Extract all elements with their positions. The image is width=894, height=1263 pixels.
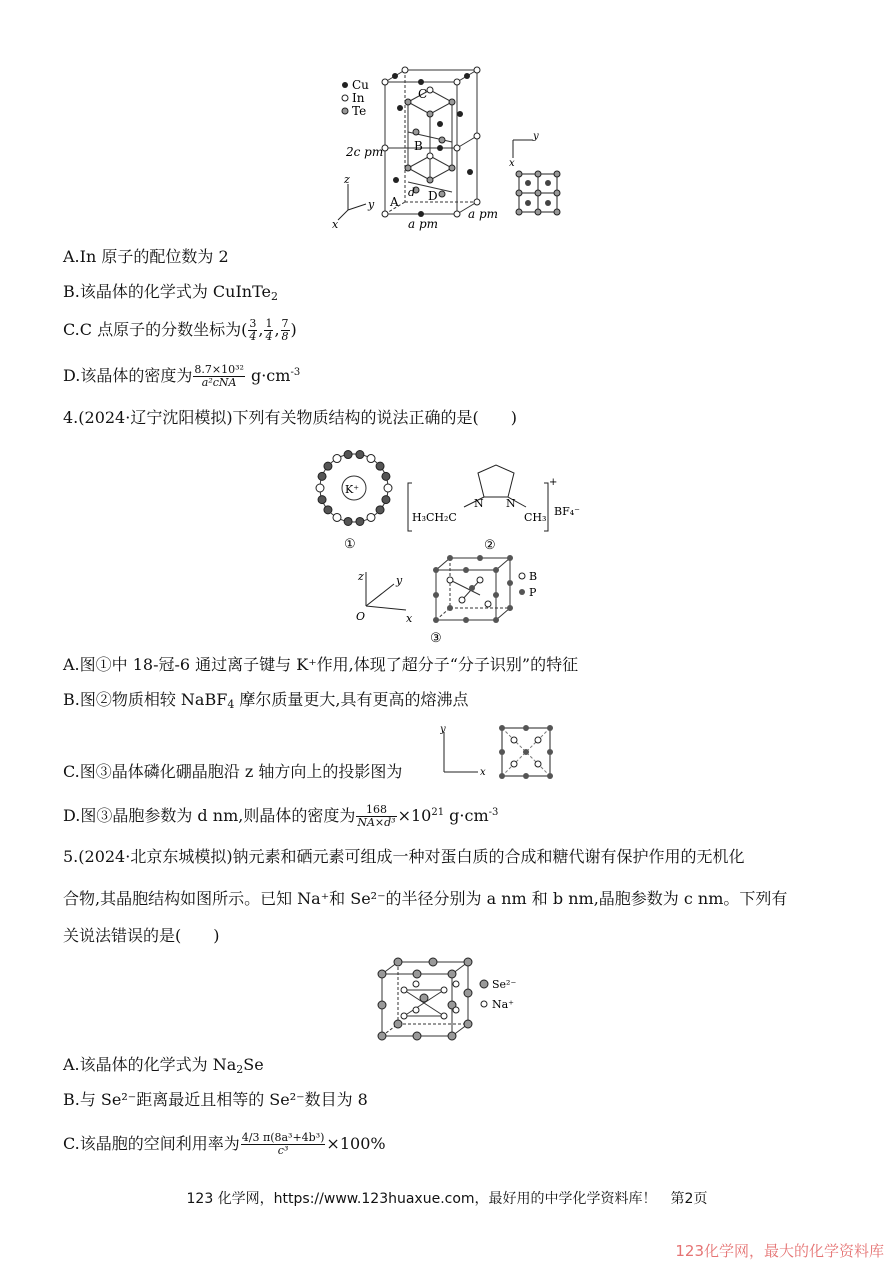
ring-atom [367, 513, 375, 521]
ring-atom [382, 496, 390, 504]
fig3-axis-z: z [358, 570, 364, 583]
q5-stem-line3: 关说法错误的是( ) [63, 926, 220, 945]
ring-atom [376, 506, 384, 514]
depth-label: a pm [468, 207, 499, 221]
q4-option-a: A.图①中 18-冠-6 通过离子键与 K⁺作用,体现了超分子“分子识别”的特征 [63, 655, 579, 674]
k-ion-label: K⁺ [345, 483, 360, 496]
ring-atom [318, 496, 326, 504]
ring-atom [344, 517, 352, 525]
fig3-axis-x: x [406, 612, 413, 625]
width-label: a pm [408, 217, 439, 231]
figure-cuinte-projection [505, 130, 567, 216]
watermark: 123化学网，最大的化学资料库 [675, 1242, 884, 1260]
ring-atom [324, 506, 332, 514]
n1-label: N [474, 497, 484, 510]
point-b-label: B [414, 139, 423, 153]
q4-option-d: D.图③晶胞参数为 d nm,则晶体的密度为 $\frac{168}{\text{NA×d³}}$ $\times 10^{21}$ $g\cdot cm^{-3}$ [63, 803, 499, 829]
ring-atom [356, 451, 364, 459]
fig3-axis-y: y [396, 574, 403, 587]
q4-option-b: B.图②物质相较 NaBF$_4$ 摩尔质量更大,具有更高的熔沸点 [63, 690, 469, 711]
figure-bp-projection [440, 724, 560, 780]
figure-na2se-cell [374, 956, 534, 1044]
q4-stem: 4.(2024·辽宁沈阳模拟)下列有关物质结构的说法正确的是( ) [63, 408, 518, 427]
axis-z: z [344, 173, 350, 186]
ring-atom [384, 484, 392, 492]
fig3-legend-p: P [529, 586, 537, 599]
fig3-label: ③ [430, 631, 442, 646]
ring-atom [382, 472, 390, 480]
cation-charge: + [549, 477, 558, 488]
fig3-origin: O [356, 610, 366, 623]
ring-atom [333, 513, 341, 521]
q5-stem-line2: 合物,其晶胞结构如图所示。已知 Na⁺和 Se²⁻的半径分别为 a nm 和 b nm,晶胞参数为 c nm。下列有 [63, 889, 788, 908]
proj-axis-x: x [480, 767, 486, 778]
q5-stem-line1: 5.(2024·北京东城模拟)钠元素和硒元素可组成一种对蛋白质的合成和糖代谢有保护作用的无机化 [63, 847, 745, 866]
proj-axis-y: y [440, 724, 446, 735]
svg-text:x: x [509, 158, 515, 169]
fig2-label: ② [484, 538, 496, 553]
methyl-group: CH₃ [524, 511, 547, 524]
ring-atom [324, 462, 332, 470]
distance-d-label: d [408, 186, 416, 199]
q5-legend-na: Na⁺ [492, 998, 514, 1011]
axis-y: y [368, 198, 375, 211]
legend-te: Te [352, 104, 367, 118]
ring-atom [367, 455, 375, 463]
ring-atom [316, 484, 324, 492]
q4-option-c: C.图③晶体磷化硼晶胞沿 z 轴方向上的投影图为 [63, 762, 403, 781]
ring-atom [318, 472, 326, 480]
page-footer: 123 化学网，https://www.123huaxue.com，最好用的中学化学资料库！ 第2页 [186, 1191, 708, 1207]
point-c-label: C [418, 87, 428, 101]
fig3-legend-b: B [529, 570, 538, 583]
legend-in: In [352, 91, 365, 105]
ring-atom [344, 451, 352, 459]
q5-option-c: C.该晶胞的空间利用率为 $\frac{\text{4/3 π(8a³+4b³)}}{\text{c³}}$ ×100% [63, 1131, 386, 1157]
fig1-label: ① [344, 537, 356, 552]
ring-atom [376, 462, 384, 470]
q3-option-a: A.In 原子的配位数为 2 [63, 247, 229, 266]
svg-text:y: y [533, 131, 539, 142]
q5-option-a: A.该晶体的化学式为 $Na_2Se$ [63, 1055, 264, 1076]
figure-bp-cell [350, 550, 550, 646]
legend-cu: Cu [352, 78, 369, 92]
q3-option-c: C.C 点原子的分数坐标为( $\frac{3}{4}$ , $\frac{1}{4}$ , $\frac{7}{8}$ ) [63, 317, 297, 343]
q5-legend-se: Se²⁻ [492, 978, 517, 991]
point-d-label: D [428, 189, 438, 203]
anion-label: BF₄⁻ [554, 505, 580, 518]
n2-label: N [506, 497, 516, 510]
height-label: 2c pm [346, 145, 384, 159]
point-a-label: A [390, 195, 399, 209]
q3-option-d: D.该晶体的密度为 $\frac{\text{8.7×10³²}}{\text{a²cNA}}$ $g\cdot cm^{-3}$ [63, 363, 301, 389]
axis-x: x [332, 218, 339, 231]
ring-atom [356, 517, 364, 525]
figure-crown-ether [312, 446, 402, 552]
figure-imidazolium [406, 455, 586, 555]
ring-atom [333, 455, 341, 463]
q5-option-b: B.与 Se²⁻距离最近且相等的 Se²⁻数目为 8 [63, 1090, 368, 1109]
ethyl-group: H₃CH₂C [412, 511, 457, 524]
q3-option-b: B.该晶体的化学式为 CuInTe$_2$ [63, 282, 279, 303]
